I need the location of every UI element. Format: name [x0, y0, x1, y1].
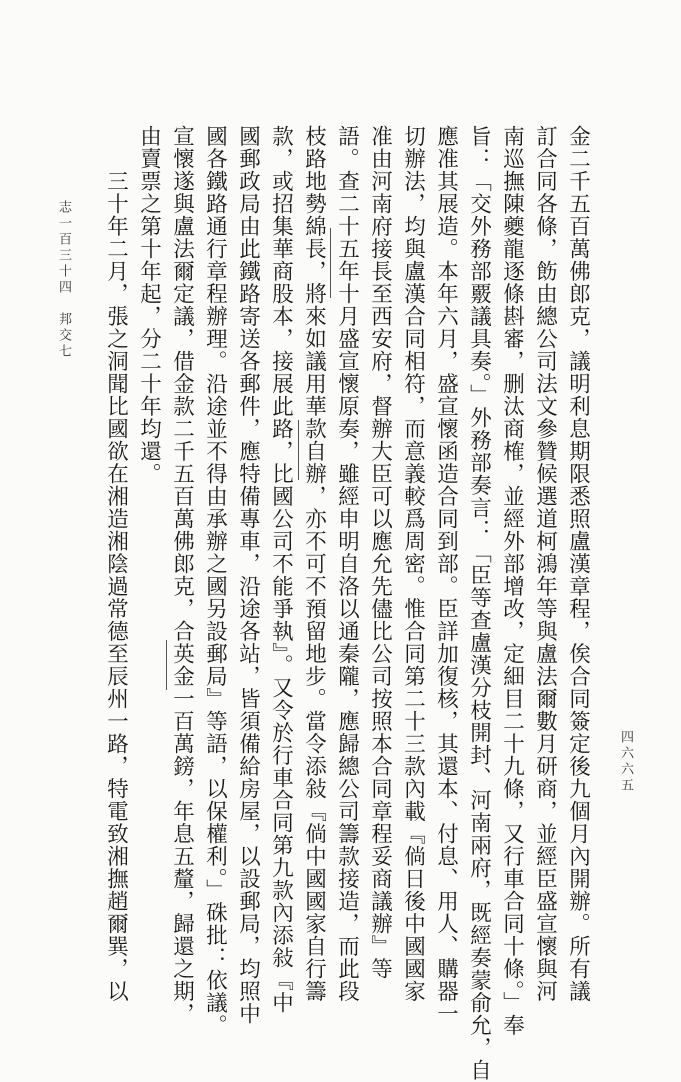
text-column-13: 宣懷遂與盧法爾定議，借金款二千五百萬佛郎克，合英金一百萬鎊，年息五釐，歸還之期，: [169, 125, 195, 1025]
text-column-11: 國郵政局由此鐵路寄送各郵件，應特備專車，沿途各站，皆須備給房屋，以設郵局，均照中: [235, 125, 261, 1025]
text-column-2: 訂合同各條，飭由總公司法文參贊候選道柯鴻年等與盧法爾數月研商，並經臣盛宣懷與河: [532, 125, 558, 1003]
underline-mark: [330, 228, 331, 298]
text-column-9: 枝路地勢綿長，將來如議用華款自辦，亦不可不預留地步。當令添敍『倘中國國家自行籌: [301, 125, 327, 1003]
underline-mark: [166, 640, 167, 690]
text-column-3: 南巡撫陳夔龍逐條斟審，删汰商榷，並經外部增改，定細目二十九條，又行車合同十條。」奉: [499, 125, 525, 1037]
underline-mark: [298, 420, 299, 480]
text-column-8: 語。查二十五年十月盛宣懷原奏，雖經申明自洛以通秦隴，應歸總公司籌款接造，而此段: [334, 125, 360, 1003]
running-footer: 志一百三十四 邦交七: [56, 200, 71, 360]
text-column-7: 准由河南府接長至西安府，督辦大臣可以應允先儘比公司按照本合同章程妥商議辦』等: [367, 125, 393, 980]
text-column-1: 金二千五百萬佛郎克，議明利息期限悉照盧漢章程，俟合同簽定後九個月內開辦。所有議: [565, 125, 591, 1003]
text-column-15: 三十年二月，張之洞聞比國欲在湘造湘陰過常德至辰州一路，特電致湘撫趙爾巽，以: [103, 170, 129, 1003]
page-number: 四六六五: [618, 730, 633, 794]
text-column-10: 款，或招集華商股本，接展此路，比國公司不能爭執』。又令於行車合同第九款內添敍『中: [268, 125, 294, 1015]
text-column-6: 切辦法，均與盧漢合同相符，而意義較爲周密。惟合同第二十三款內載『倘日後中國國家: [400, 125, 426, 1003]
text-column-5: 應准其展造。本年六月，盛宣懷函造合同到部。臣詳加復核，其還本、付息、用人、購器一: [433, 125, 459, 1025]
text-column-12: 國各鐵路通行章程辦理。沿途並不得由承辦之國另設郵局』等語，以保權利。」硃批：依議。: [202, 125, 228, 1037]
text-column-4: 旨：「交外務部覈議具奏。」外務部奏言：「臣等查盧漢分枝開封、河南兩府，既經奏蒙俞允，自: [466, 125, 492, 1082]
text-column-14: 由賣票之第十年起，分二十年均還。: [136, 125, 162, 485]
